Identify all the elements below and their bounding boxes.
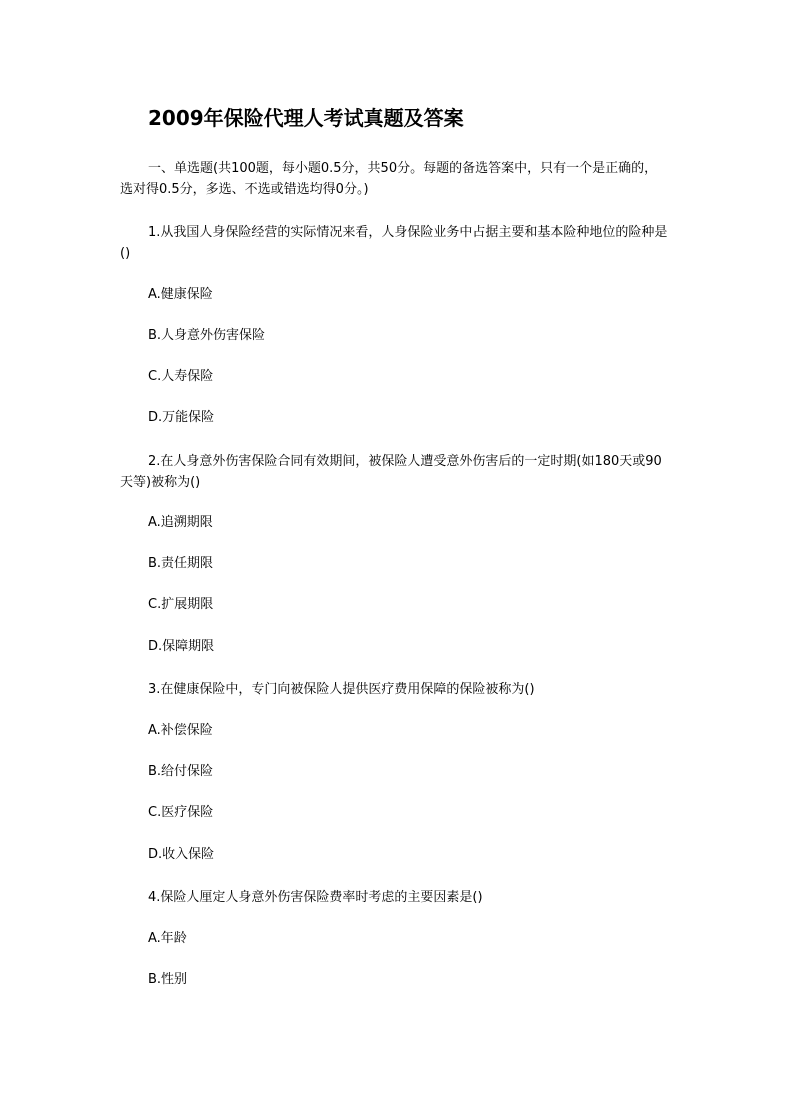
- question-2-text: 2.在人身意外伤害保险合同有效期间，被保险人遭受意外伤害后的一定时期(如180天或90天等)被称为(): [120, 454, 662, 490]
- question-3-option-c: C.医疗保险: [148, 805, 214, 820]
- question-2-option-b: B.责任期限: [148, 556, 214, 571]
- section-intro: 一、单选题(共100题，每小题0.5分，共50分。每题的备选答案中，只有一个是正确的，选对得0.5分，多选、不选或错选均得0分。): [120, 161, 658, 197]
- question-1-option-a: A.健康保险: [148, 287, 213, 302]
- question-4-text: 4.保险人厘定人身意外伤害保险费率时考虑的主要因素是(): [148, 890, 483, 905]
- question-3-option-b: B.给付保险: [148, 764, 214, 779]
- question-3-option-d: D.收入保险: [148, 847, 215, 862]
- question-4-option-b: B.性别: [148, 972, 188, 987]
- document-title: 2009年保险代理人考试真题及答案: [148, 106, 464, 130]
- question-1-option-c: C.人寿保险: [148, 369, 214, 384]
- question-1-option-b: B.人身意外伤害保险: [148, 328, 266, 343]
- question-4-option-a: A.年龄: [148, 931, 187, 946]
- question-2-option-a: A.追溯期限: [148, 515, 213, 530]
- question-2-option-d: D.保障期限: [148, 639, 215, 654]
- question-3-text: 3.在健康保险中，专门向被保险人提供医疗费用保障的保险被称为(): [148, 682, 535, 697]
- question-2-option-c: C.扩展期限: [148, 597, 214, 612]
- question-1-option-d: D.万能保险: [148, 410, 215, 425]
- question-3-option-a: A.补偿保险: [148, 723, 213, 738]
- question-1-text: 1.从我国人身保险经营的实际情况来看，人身保险业务中占据主要和基本险种地位的险种是(): [120, 225, 668, 261]
